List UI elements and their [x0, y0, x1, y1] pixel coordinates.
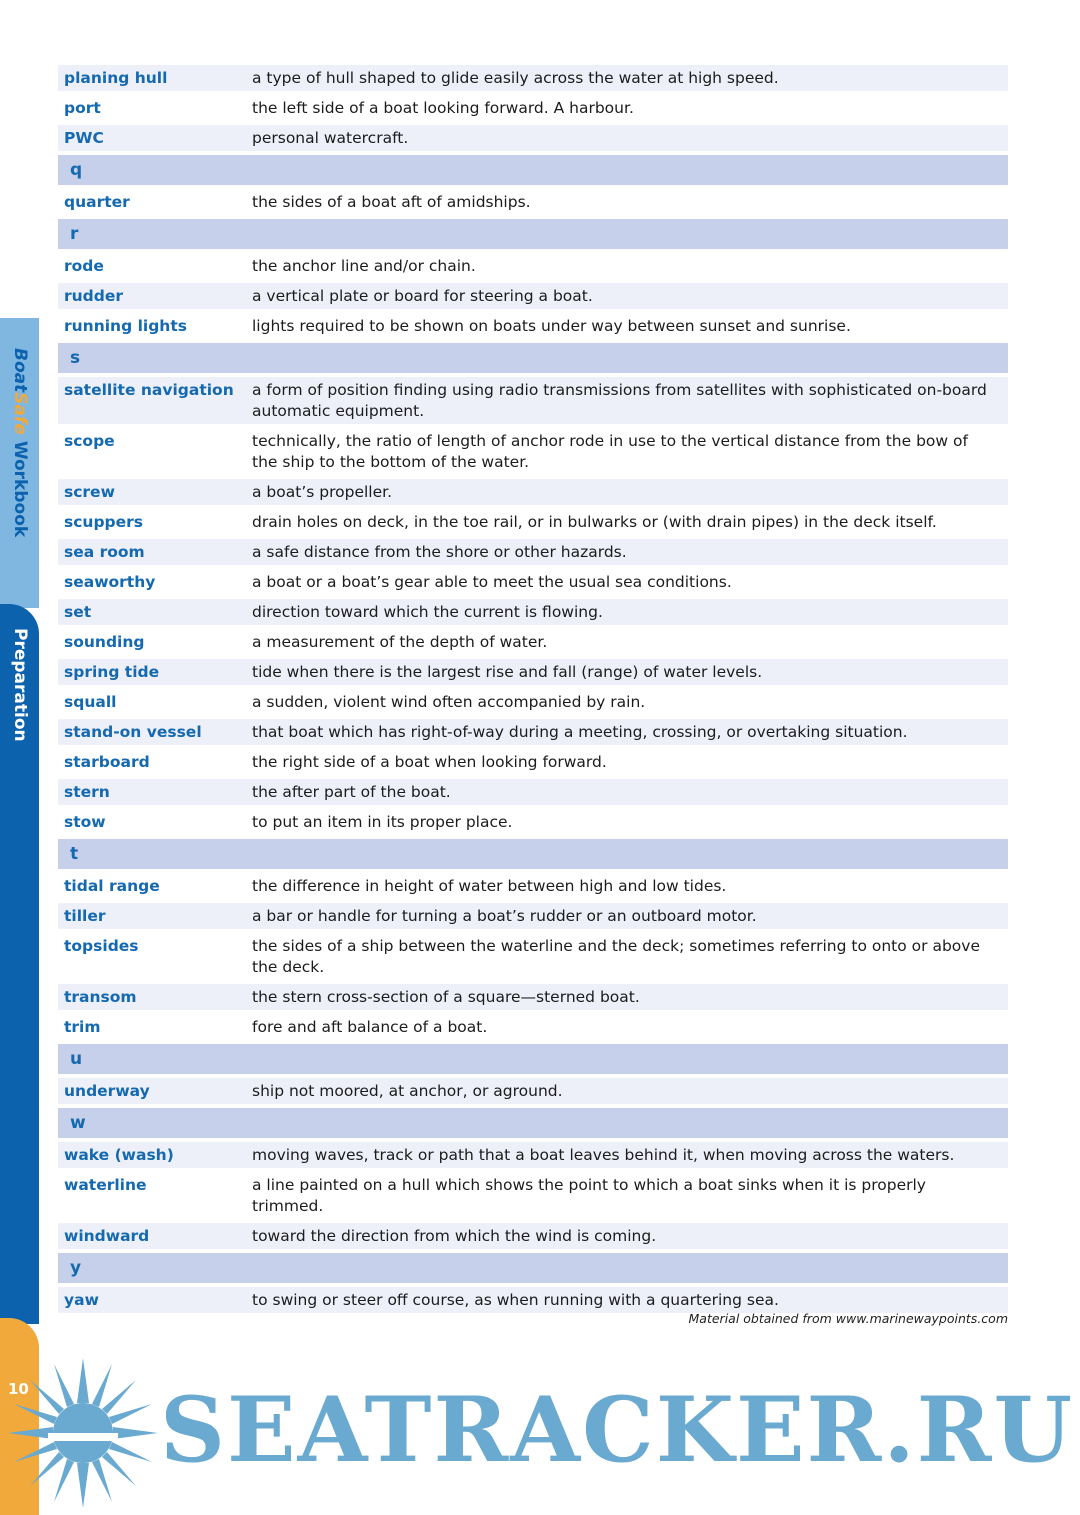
source-note: Material obtained from www.marinewaypoints.com: [688, 1311, 1008, 1326]
glossary-row: [58, 65, 1008, 91]
glossary-definition: the difference in height of water between high and low tides.: [252, 877, 727, 895]
glossary-row: [58, 189, 1008, 215]
glossary-definition: a measurement of the depth of water.: [252, 633, 548, 651]
glossary-row: [58, 479, 1008, 505]
glossary-definition: a safe distance from the shore or other hazards.: [252, 543, 627, 561]
glossary-term: waterline: [64, 1176, 147, 1194]
glossary-row: [58, 873, 1008, 899]
glossary-term: seaworthy: [64, 573, 156, 591]
glossary-term: starboard: [64, 753, 150, 771]
glossary-definition: a form of position finding using radio transmissions from satellites with sophisticated on-board automatic equipment.: [252, 381, 987, 420]
letter-header-r: r: [58, 219, 1008, 249]
glossary-definition: fore and aft balance of a boat.: [252, 1018, 488, 1036]
page-number: 10: [8, 1380, 29, 1398]
glossary-row: [58, 719, 1008, 745]
glossary-term: yaw: [64, 1291, 99, 1309]
glossary-row: [58, 1078, 1008, 1104]
glossary-row: [58, 749, 1008, 775]
glossary-term: sounding: [64, 633, 145, 651]
glossary-term: rode: [64, 257, 104, 275]
letter-header-t: t: [58, 839, 1008, 869]
glossary-definition: to put an item in its proper place.: [252, 813, 513, 831]
glossary-term: screw: [64, 483, 115, 501]
glossary-definition: drain holes on deck, in the toe rail, or in bulwarks or (with drain pipes) in the deck itself.: [252, 513, 937, 531]
glossary-definition: to swing or steer off course, as when running with a quartering sea.: [252, 1291, 779, 1309]
workbook-title: BoatSafe Workbook: [10, 348, 30, 538]
glossary-definition: the anchor line and/or chain.: [252, 257, 476, 275]
glossary-row: [58, 1223, 1008, 1249]
glossary-definition: the stern cross-section of a square—sterned boat.: [252, 988, 640, 1006]
glossary-row: [58, 428, 1008, 475]
glossary-definition: the sides of a boat aft of amidships.: [252, 193, 531, 211]
glossary-definition: ship not moored, at anchor, or aground.: [252, 1082, 563, 1100]
glossary-definition: tide when there is the largest rise and fall (range) of water levels.: [252, 663, 763, 681]
glossary-term: port: [64, 99, 101, 117]
glossary-term: spring tide: [64, 663, 160, 681]
glossary-row: [58, 629, 1008, 655]
glossary-definition: toward the direction from which the wind is coming.: [252, 1227, 657, 1245]
glossary-term: wake (wash): [64, 1146, 174, 1164]
letter-header-u: u: [58, 1044, 1008, 1074]
glossary-definition: a type of hull shaped to glide easily across the water at high speed.: [252, 69, 779, 87]
glossary-term: quarter: [64, 193, 130, 211]
glossary-definition: the right side of a boat when looking forward.: [252, 753, 607, 771]
glossary-row: [58, 313, 1008, 339]
glossary-term: scope: [64, 432, 115, 450]
glossary-definition: the left side of a boat looking forward. A harbour.: [252, 99, 634, 117]
glossary-term: squall: [64, 693, 117, 711]
glossary-term: stand-on vessel: [64, 723, 202, 741]
glossary-term: trim: [64, 1018, 101, 1036]
glossary-term: tidal range: [64, 877, 160, 895]
glossary-row: [58, 689, 1008, 715]
glossary-row: [58, 1172, 1008, 1219]
glossary-term: sea room: [64, 543, 145, 561]
letter-header-y: y: [58, 1253, 1008, 1283]
section-label: Preparation: [10, 628, 30, 742]
glossary-row: [58, 95, 1008, 121]
glossary-definition: a boat or a boat’s gear able to meet the usual sea conditions.: [252, 573, 732, 591]
glossary-row: [58, 283, 1008, 309]
letter-header-s: s: [58, 343, 1008, 373]
glossary-row: [58, 933, 1008, 980]
glossary-row: [58, 659, 1008, 685]
glossary-row: [58, 125, 1008, 151]
glossary-definition: personal watercraft.: [252, 129, 409, 147]
glossary-definition: technically, the ratio of length of anchor rode in use to the vertical distance from the bow of the ship to the bottom of the water.: [252, 432, 968, 471]
glossary-row: [58, 569, 1008, 595]
glossary-term: tiller: [64, 907, 106, 925]
glossary-definition: the sides of a ship between the waterline and the deck; sometimes referring to onto or above the deck.: [252, 937, 980, 976]
sun-logo-icon: [8, 1358, 158, 1508]
glossary-term: satellite navigation: [64, 381, 234, 399]
glossary-row: [58, 903, 1008, 929]
glossary-row: [58, 779, 1008, 805]
glossary-term: planing hull: [64, 69, 168, 87]
glossary-term: PWC: [64, 129, 104, 147]
glossary-row: [58, 984, 1008, 1010]
glossary-term: stern: [64, 783, 110, 801]
glossary-definition: a boat’s propeller.: [252, 483, 393, 501]
glossary-term: topsides: [64, 937, 139, 955]
glossary-row: [58, 539, 1008, 565]
glossary-table: [58, 65, 1008, 1317]
glossary-row: [58, 509, 1008, 535]
glossary-definition: a sudden, violent wind often accompanied by rain.: [252, 693, 646, 711]
glossary-row: [58, 1287, 1008, 1313]
glossary-term: scuppers: [64, 513, 144, 531]
glossary-term: windward: [64, 1227, 150, 1245]
glossary-row: [58, 1014, 1008, 1040]
glossary-term: rudder: [64, 287, 124, 305]
glossary-term: set: [64, 603, 92, 621]
glossary-row: [58, 809, 1008, 835]
glossary-definition: direction toward which the current is flowing.: [252, 603, 603, 621]
glossary-term: running lights: [64, 317, 187, 335]
glossary-definition: moving waves, track or path that a boat leaves behind it, when moving across the waters.: [252, 1146, 955, 1164]
glossary-definition: a bar or handle for turning a boat’s rudder or an outboard motor.: [252, 907, 757, 925]
glossary-definition: that boat which has right-of-way during a meeting, crossing, or overtaking situation.: [252, 723, 908, 741]
glossary-definition: a line painted on a hull which shows the point to which a boat sinks when it is properly trimmed.: [252, 1176, 926, 1215]
glossary-definition: the after part of the boat.: [252, 783, 451, 801]
glossary-term: transom: [64, 988, 137, 1006]
glossary-row: [58, 377, 1008, 424]
glossary-term: underway: [64, 1082, 150, 1100]
letter-header-w: w: [58, 1108, 1008, 1138]
letter-header-q: q: [58, 155, 1008, 185]
glossary-definition: a vertical plate or board for steering a boat.: [252, 287, 593, 305]
glossary-row: [58, 253, 1008, 279]
glossary-row: [58, 1142, 1008, 1168]
watermark-text: SEATRACKER.RU: [160, 1377, 1074, 1483]
glossary-row: [58, 599, 1008, 625]
glossary-term: stow: [64, 813, 106, 831]
glossary-definition: lights required to be shown on boats under way between sunset and sunrise.: [252, 317, 851, 335]
